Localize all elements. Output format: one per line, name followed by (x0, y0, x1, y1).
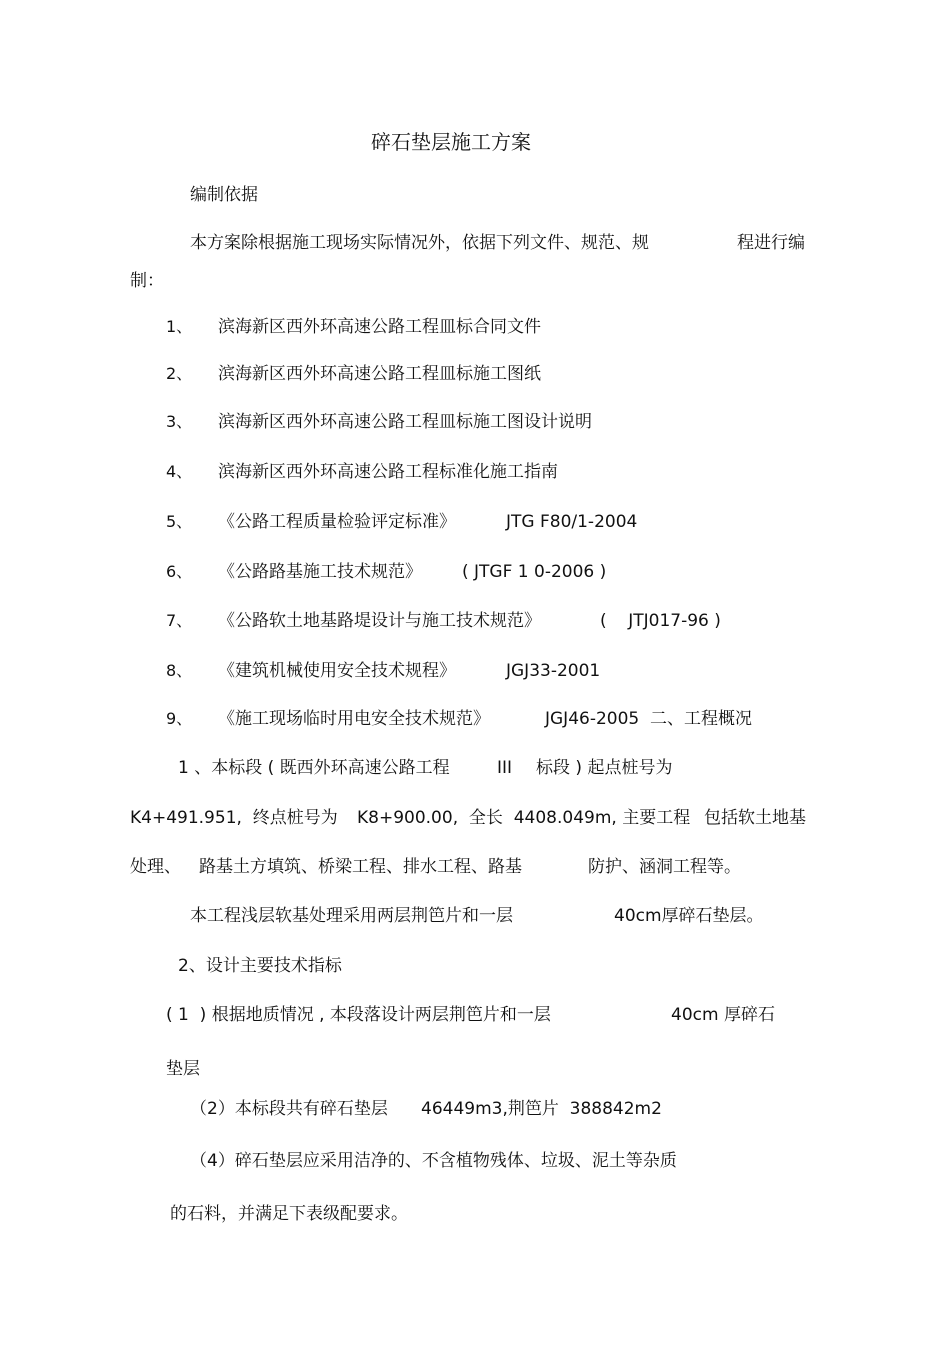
reference-number: 5、 (166, 512, 193, 531)
reference-text: 《公路软土地基路堤设计与施工技术规范》 (218, 611, 541, 631)
design-item4a: （4）碎石垫层应采用洁净的、不含植物残体、垃圾、泥土等杂质 (190, 1151, 677, 1171)
reference-code: JTG F80/1-2004 (506, 512, 638, 532)
overview-line1c: 标段 ) 起点桩号为 (536, 758, 673, 778)
reference-text: 滨海新区西外环高速公路工程标准化施工指南 (218, 462, 558, 482)
document-title: 碎石垫层施工方案 (371, 130, 531, 154)
reference-text: 滨海新区西外环高速公路工程皿标施工图设计说明 (218, 412, 592, 432)
overview-line1b: III (497, 758, 513, 778)
design-heading: 2、设计主要技术指标 (178, 956, 342, 976)
reference-text: 《公路路基施工技术规范》 (218, 562, 422, 582)
reference-number: 7、 (166, 611, 193, 630)
design-item1c: 垫层 (166, 1059, 200, 1079)
overview-p2a: 本工程浅层软基处理采用两层荆笆片和一层 (190, 906, 513, 926)
design-item1a: ( 1 ) 根据地质情况 , 本段落设计两层荆笆片和一层 (166, 1005, 551, 1025)
overview-line2a: K4+491.951, 终点桩号为 (130, 808, 338, 828)
reference-number: 8、 (166, 661, 193, 680)
reference-text: 滨海新区西外环高速公路工程皿标合同文件 (218, 317, 541, 337)
reference-text: 《公路工程质量检验评定标准》 (218, 512, 456, 532)
reference-number: 2、 (166, 364, 193, 383)
reference-code: ( JTGF 1 0-2006 ) (462, 562, 607, 582)
intro-line1a: 本方案除根据施工现场实际情况外，依据下列文件、规范、规 (190, 233, 649, 253)
reference-number: 3、 (166, 412, 193, 431)
overview-line2c: 包括软土地基 (704, 808, 806, 828)
reference-code: ( JTJ017-96 ) (600, 611, 721, 631)
intro-line1b: 程进行编 (737, 233, 805, 253)
section-heading: 编制依据 (190, 185, 258, 205)
overview-line3a: 处理、 (130, 857, 181, 877)
intro-line2: 制： (130, 271, 164, 291)
overview-line1a: 1 、本标段 ( 既西外环高速公路工程 (178, 758, 450, 778)
design-item1b: 40cm 厚碎石 (671, 1005, 775, 1025)
design-item2a: （2）本标段共有碎石垫层 (190, 1099, 388, 1119)
overview-line3b: 路基土方填筑、桥梁工程、排水工程、路基 (199, 857, 522, 877)
reference-number: 1、 (166, 317, 193, 336)
reference-text: 滨海新区西外环高速公路工程皿标施工图纸 (218, 364, 541, 384)
reference-text: 《施工现场临时用电安全技术规范》 (218, 709, 490, 729)
reference-code: JGJ33-2001 (506, 661, 601, 681)
reference-number: 6、 (166, 562, 193, 581)
overview-line3c: 防护、涵洞工程等。 (588, 857, 741, 877)
overview-line2b: K8+900.00, 全长 4408.049m, 主要工程 (357, 808, 691, 828)
overview-p2b: 40cm厚碎石垫层。 (614, 906, 764, 926)
design-item2b: 46449m3,荆笆片 388842m2 (421, 1099, 662, 1119)
reference-number: 4、 (166, 462, 193, 481)
reference-code: JGJ46-2005 二、工程概况 (545, 709, 753, 729)
reference-number: 9、 (166, 709, 193, 728)
reference-text: 《建筑机械使用安全技术规程》 (218, 661, 456, 681)
design-item4b: 的石料，并满足下表级配要求。 (170, 1204, 408, 1224)
